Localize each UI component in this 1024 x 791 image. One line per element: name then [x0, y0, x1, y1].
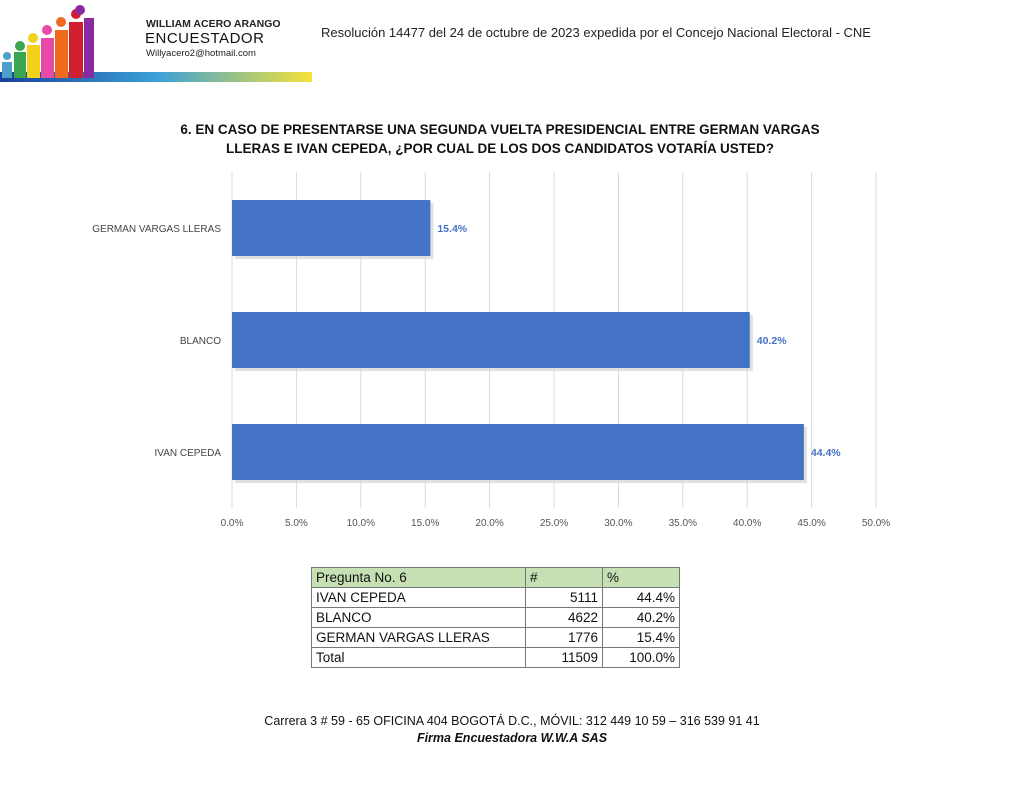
logo-title: ENCUESTADOR [145, 30, 265, 47]
cell: 15.4% [603, 628, 680, 648]
footer-address: Carrera 3 # 59 - 65 OFICINA 404 BOGOTÁ D.C., MÓVIL: 312 449 10 59 – 316 539 91 41 [264, 714, 760, 728]
chart-title-line-2: LLERAS E IVAN CEPEDA, ¿POR CUAL DE LOS DOS CANDIDATOS VOTARÍA USTED? [225, 141, 775, 156]
cell: 11509 [526, 648, 603, 668]
header-cell: Pregunta No. 6 [312, 568, 526, 588]
logo-name: WILLIAM ACERO ARANGO [146, 18, 281, 30]
cell: BLANCO [312, 608, 526, 628]
header-cell: # [526, 568, 603, 588]
x-tick-label: 35.0% [668, 518, 697, 529]
bar [232, 200, 430, 256]
table-row [312, 628, 680, 648]
cell: Total [312, 648, 526, 668]
header-cell: % [603, 568, 680, 588]
table-row [312, 608, 680, 628]
cell: 100.0% [603, 648, 680, 668]
x-tick-label: 10.0% [346, 518, 375, 529]
logo-email: Willyacero2@hotmail.com [146, 48, 256, 59]
data-label: 15.4% [437, 223, 468, 235]
cell: 1776 [526, 628, 603, 648]
cell: 5111 [526, 588, 603, 608]
bar [232, 424, 804, 480]
footer-firm: Firma Encuestadora W.W.A SAS [416, 731, 608, 745]
results-table [311, 567, 680, 668]
table-row [312, 588, 680, 608]
bar [232, 312, 750, 368]
x-tick-label: 40.0% [733, 518, 762, 529]
table-header-row [312, 568, 680, 588]
x-tick-label: 25.0% [539, 518, 569, 529]
x-tick-label: 50.0% [861, 518, 891, 529]
resolution-text: Resolución 14477 del 24 de octubre de 2023 expedida por el Concejo Nacional Electoral - CNE [321, 25, 871, 40]
table-total-row [312, 648, 680, 668]
category-label: BLANCO [179, 336, 221, 347]
x-tick-label: 30.0% [604, 518, 633, 529]
cell: IVAN CEPEDA [312, 588, 526, 608]
cell: 40.2% [603, 608, 680, 628]
cell: 44.4% [603, 588, 680, 608]
x-tick-label: 0.0% [220, 518, 244, 529]
data-label: 40.2% [756, 335, 787, 347]
x-tick-label: 20.0% [475, 518, 504, 529]
x-tick-label: 15.0% [411, 518, 440, 529]
cell: 4622 [526, 608, 603, 628]
category-label: GERMAN VARGAS LLERAS [92, 224, 221, 235]
cell: GERMAN VARGAS LLERAS [312, 628, 526, 648]
x-tick-label: 45.0% [797, 518, 826, 529]
chart-title-line-1: 6. EN CASO DE PRESENTARSE UNA SEGUNDA VUELTA PRESIDENCIAL ENTRE GERMAN VARGAS [180, 122, 820, 137]
data-label: 44.4% [810, 447, 841, 459]
category-label: IVAN CEPEDA [154, 448, 221, 459]
x-tick-label: 5.0% [285, 518, 308, 529]
